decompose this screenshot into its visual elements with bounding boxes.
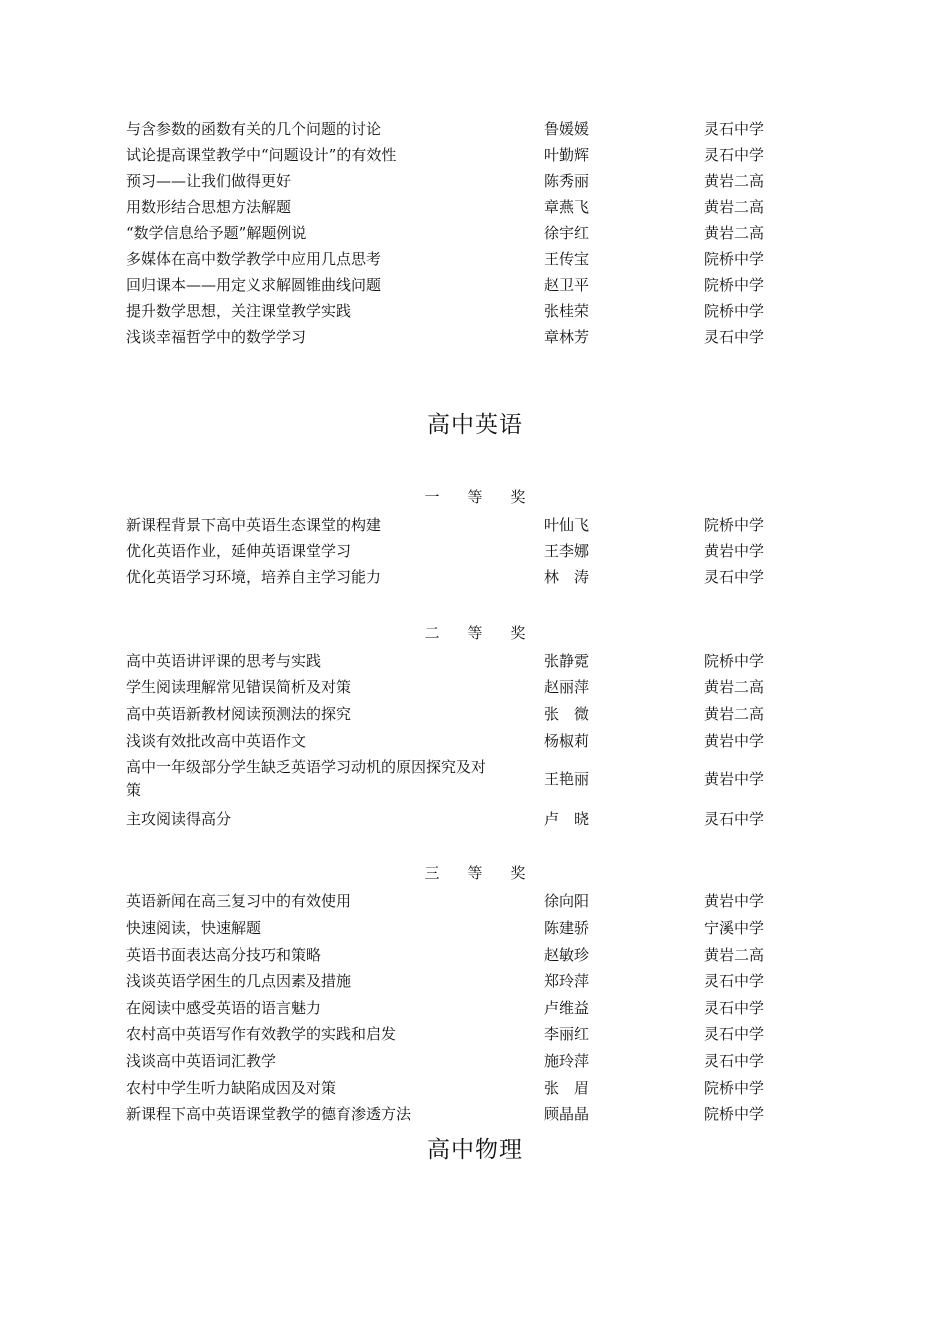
entry-school: 黄岩二高: [704, 198, 765, 216]
entry-author: 章燕飞: [544, 198, 590, 216]
entry-school: 灵石中学: [704, 999, 765, 1017]
entry-school: 院桥中学: [704, 302, 765, 320]
award-char: 等: [467, 864, 483, 882]
entry-school: 黄岩中学: [704, 732, 765, 750]
entry-school: 黄岩二高: [704, 224, 765, 242]
award-char: 奖: [510, 864, 526, 882]
entry-author: 张 眉: [544, 1079, 590, 1097]
entry-school: 黄岩二高: [704, 172, 765, 190]
entry-title: 快速阅读，快速解题: [126, 919, 262, 937]
entry-author: 张 微: [544, 705, 590, 723]
entry-school: 灵石中学: [704, 1052, 765, 1070]
entry-author: 王李娜: [544, 542, 590, 560]
entry-school: 院桥中学: [704, 250, 765, 268]
award-char: 二: [424, 624, 440, 642]
entry-title: 与含参数的函数有关的几个问题的讨论: [126, 120, 382, 138]
award-char: 奖: [510, 488, 526, 506]
entry-title: 农村高中英语写作有效教学的实践和启发: [126, 1025, 397, 1043]
entry-title: 高中英语新教材阅读预测法的探究: [126, 705, 352, 723]
entry-title: 提升数学思想，关注课堂教学实践: [126, 302, 352, 320]
entry-school: 灵石中学: [704, 972, 765, 990]
entry-author: 张桂荣: [544, 302, 590, 320]
entry-author: 徐向阳: [544, 892, 590, 910]
award-char: 三: [424, 864, 440, 882]
award-char: 等: [467, 624, 483, 642]
entry-school: 黄岩中学: [704, 892, 765, 910]
entry-title: 农村中学生听力缺陷成因及对策: [126, 1079, 337, 1097]
entry-school: 宁溪中学: [704, 919, 765, 937]
entry-title: 浅谈幸福哲学中的数学学习: [126, 328, 307, 346]
entry-title: 新课程下高中英语课堂教学的德育渗透方法: [126, 1105, 412, 1123]
entry-author: 林 涛: [544, 568, 590, 586]
entry-school: 灵石中学: [704, 328, 765, 346]
award-char: 等: [467, 488, 483, 506]
entry-title: 优化英语学习环境，培养自主学习能力: [126, 568, 382, 586]
entry-author: 李丽红: [544, 1025, 590, 1043]
entry-school: 黄岩二高: [704, 705, 765, 723]
award-label-second: [0, 622, 950, 643]
entry-school: 院桥中学: [704, 652, 765, 670]
entry-author: 赵卫平: [544, 276, 590, 294]
entry-title: 浅谈英语学困生的几点因素及措施: [126, 972, 352, 990]
entry-title: 用数形结合思想方法解题: [126, 198, 292, 216]
entry-author: 顾晶晶: [544, 1105, 590, 1123]
entry-author: 施玲萍: [544, 1052, 590, 1070]
entry-title: 高中一年级部分学生缺乏英语学习动机的原因探究及对策: [126, 758, 487, 799]
entry-title: 试论提高课堂教学中“问题设计”的有效性: [126, 146, 397, 164]
entry-school: 黄岩二高: [704, 678, 765, 696]
entry-author: 杨椒莉: [544, 732, 590, 750]
entry-title: 高中英语讲评课的思考与实践: [126, 652, 322, 670]
entry-author: 叶勤辉: [544, 146, 590, 164]
entry-title: 浅谈有效批改高中英语作文: [126, 732, 307, 750]
entry-school: 黄岩中学: [704, 770, 765, 788]
entry-title: 回归课本——用定义求解圆锥曲线问题: [126, 276, 382, 294]
entry-title: 主攻阅读得高分: [126, 810, 232, 828]
entry-author: 章林芳: [544, 328, 590, 346]
entry-school: 黄岩中学: [704, 542, 765, 560]
entry-title: 多媒体在高中数学教学中应用几点思考: [126, 250, 382, 268]
entry-school: 院桥中学: [704, 276, 765, 294]
section-heading-english: 高中英语: [427, 412, 523, 438]
award-char: 一: [424, 488, 440, 506]
award-label-third: [0, 862, 950, 883]
entry-author: 王艳丽: [544, 770, 590, 788]
entry-author: 陈建骄: [544, 919, 590, 937]
entry-row: [0, 756, 950, 804]
section-heading-physics: 高中物理: [427, 1137, 523, 1163]
entry-school: 灵石中学: [704, 146, 765, 164]
entry-author: 徐宇红: [544, 224, 590, 242]
entry-school: 院桥中学: [704, 1079, 765, 1097]
entry-author: 卢 晓: [544, 810, 590, 828]
entry-school: 黄岩二高: [704, 946, 765, 964]
entry-title: 新课程背景下高中英语生态课堂的构建: [126, 516, 382, 534]
entry-author: 叶仙飞: [544, 516, 590, 534]
entry-author: 鲁媛媛: [544, 120, 590, 138]
entry-author: 郑玲萍: [544, 972, 590, 990]
entry-school: 灵石中学: [704, 120, 765, 138]
entry-author: 赵敏珍: [544, 946, 590, 964]
entry-title: 英语书面表达高分技巧和策略: [126, 946, 322, 964]
entry-author: 王传宝: [544, 250, 590, 268]
entry-school: 灵石中学: [704, 1025, 765, 1043]
entry-author: 赵丽萍: [544, 678, 590, 696]
entry-title: 优化英语作业，延伸英语课堂学习: [126, 542, 352, 560]
entry-school: 灵石中学: [704, 568, 765, 586]
entry-title: 英语新闻在高三复习中的有效使用: [126, 892, 352, 910]
entry-title: 预习——让我们做得更好: [126, 172, 292, 190]
entry-title: 学生阅读理解常见错误简析及对策: [126, 678, 352, 696]
entry-author: 卢维益: [544, 999, 590, 1017]
entry-title: “数学信息给予题”解题例说: [126, 224, 307, 242]
entry-school: 院桥中学: [704, 1105, 765, 1123]
entry-school: 院桥中学: [704, 516, 765, 534]
award-char: 奖: [510, 624, 526, 642]
entry-author: 张静霓: [544, 652, 590, 670]
entry-school: 灵石中学: [704, 810, 765, 828]
entry-author: 陈秀丽: [544, 172, 590, 190]
entry-title: 浅谈高中英语词汇教学: [126, 1052, 277, 1070]
entry-title: 在阅读中感受英语的语言魅力: [126, 999, 322, 1017]
award-label-first: [0, 486, 950, 507]
